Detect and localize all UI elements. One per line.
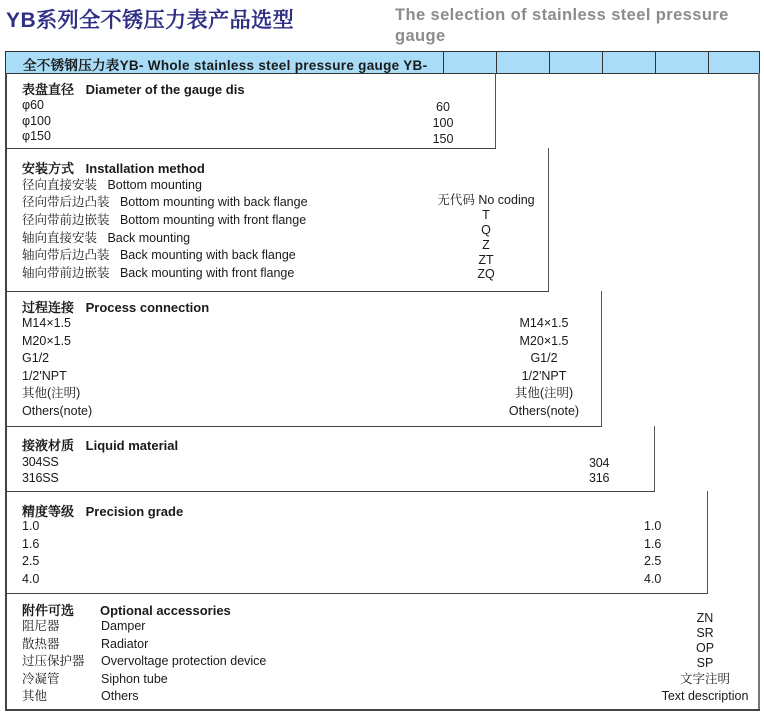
header-column-5 bbox=[655, 52, 656, 73]
option-cn: 轴向直接安装 bbox=[22, 231, 98, 245]
header-column-1 bbox=[443, 52, 444, 73]
installation-code: Q bbox=[481, 223, 491, 237]
title-cn: 安装方式 bbox=[22, 161, 75, 176]
option-cn: 阻尼器 bbox=[22, 619, 60, 633]
option-en: Back mounting bbox=[107, 231, 191, 245]
option-en: Siphon tube bbox=[101, 672, 168, 686]
option-cn: 冷凝管 bbox=[22, 672, 60, 686]
accessory-option bbox=[22, 688, 139, 704]
accessory-option bbox=[22, 636, 148, 652]
installation-code: 无代码 No coding bbox=[437, 193, 535, 207]
page-title-cn: YB系列全不锈压力表产品选型 bbox=[6, 9, 295, 32]
liquid-code: 304 bbox=[589, 456, 610, 470]
section-installation bbox=[5, 148, 549, 292]
section-process-title bbox=[22, 297, 209, 316]
process-option: 1/2'NPT bbox=[22, 369, 67, 383]
page-title-en: The selection of stainless steel pressure gauge bbox=[395, 6, 729, 45]
process-code: 1/2'NPT bbox=[521, 369, 567, 383]
section-precision-title bbox=[22, 501, 183, 520]
title-cn: 附件可选 bbox=[22, 603, 75, 618]
title-en: Installation method bbox=[85, 161, 205, 176]
installation-code: T bbox=[482, 208, 490, 222]
section-process-connection bbox=[5, 291, 602, 427]
diameter-option: φ100 bbox=[22, 114, 51, 128]
precision-option: 1.6 bbox=[22, 537, 40, 551]
precision-option: 2.5 bbox=[22, 554, 40, 568]
section-diameter-title bbox=[22, 79, 245, 98]
accessory-code: OP bbox=[695, 641, 715, 655]
process-option: 其他(注明) bbox=[22, 386, 81, 400]
section-liquid-title bbox=[22, 435, 178, 454]
header-column-6 bbox=[708, 52, 709, 73]
section-optional-accessories bbox=[5, 593, 760, 711]
installation-option bbox=[22, 230, 190, 246]
accessory-option bbox=[22, 618, 145, 634]
precision-code: 4.0 bbox=[644, 572, 662, 586]
installation-option bbox=[22, 212, 306, 228]
header-label: 全不锈钢压力表YB- Whole stainless steel pressure gauge YB- bbox=[23, 58, 428, 73]
process-code: M14×1.5 bbox=[519, 316, 569, 330]
section-installation-title bbox=[22, 158, 205, 177]
accessory-code: 文字注明 bbox=[679, 672, 730, 686]
header-column-2 bbox=[496, 52, 497, 73]
header-column-4 bbox=[602, 52, 603, 73]
option-en: Back mounting with front flange bbox=[119, 266, 295, 280]
installation-code: ZT bbox=[478, 253, 494, 267]
title-cn: 接液材质 bbox=[22, 438, 75, 453]
option-cn: 轴向带前边嵌装 bbox=[22, 266, 110, 280]
accessory-code: ZN bbox=[696, 611, 714, 625]
installation-option bbox=[22, 265, 294, 281]
option-en: Damper bbox=[101, 619, 146, 633]
precision-option: 4.0 bbox=[22, 572, 40, 586]
process-code: 其他(注明) bbox=[514, 386, 574, 400]
installation-option bbox=[22, 247, 296, 263]
option-en: Bottom mounting bbox=[107, 178, 202, 192]
option-en: Back mounting with back flange bbox=[119, 248, 296, 262]
diameter-code: 100 bbox=[432, 116, 454, 130]
title-en: Precision grade bbox=[85, 504, 184, 519]
title-en: Liquid material bbox=[85, 438, 179, 453]
section-precision-grade bbox=[5, 491, 708, 594]
precision-option: 1.0 bbox=[22, 519, 40, 533]
option-cn: 轴向带后边凸装 bbox=[22, 248, 110, 262]
process-option: G1/2 bbox=[22, 351, 50, 365]
option-en: Overvoltage protection device bbox=[101, 654, 267, 668]
diameter-option: φ60 bbox=[22, 98, 45, 112]
option-en: Radiator bbox=[101, 637, 149, 651]
title-en: Diameter of the gauge dis bbox=[85, 82, 245, 97]
option-cn: 其他 bbox=[22, 689, 48, 703]
process-code: G1/2 bbox=[530, 351, 558, 365]
accessory-option bbox=[22, 653, 266, 669]
accessory-code: Text description bbox=[661, 689, 749, 703]
accessory-option bbox=[22, 671, 168, 687]
title-cn: 过程连接 bbox=[22, 300, 75, 315]
option-en: Others bbox=[101, 689, 139, 703]
table-bottom-border bbox=[5, 709, 760, 711]
option-cn: 散热器 bbox=[22, 637, 60, 651]
process-code: Others(note) bbox=[508, 404, 580, 418]
installation-option bbox=[22, 194, 308, 210]
diameter-option: φ150 bbox=[22, 129, 51, 143]
precision-code: 1.0 bbox=[644, 519, 662, 533]
option-cn: 径向带后边凸装 bbox=[22, 195, 110, 209]
title-en: Optional accessories bbox=[100, 603, 231, 618]
diameter-code: 60 bbox=[436, 100, 450, 114]
liquid-option: 304SS bbox=[22, 455, 59, 469]
precision-code: 2.5 bbox=[644, 554, 662, 568]
liquid-code: 316 bbox=[589, 471, 610, 485]
option-cn: 径向带前边嵌装 bbox=[22, 213, 110, 227]
option-en: Bottom mounting with back flange bbox=[119, 195, 308, 209]
installation-code: Z bbox=[482, 238, 490, 252]
title-en: Process connection bbox=[85, 300, 210, 315]
process-option: M20×1.5 bbox=[22, 334, 71, 348]
accessory-code: SP bbox=[696, 656, 714, 670]
precision-code: 1.6 bbox=[644, 537, 662, 551]
title-cn: 精度等级 bbox=[22, 504, 75, 519]
section-diameter bbox=[5, 73, 496, 149]
option-en: Bottom mounting with front flange bbox=[119, 213, 307, 227]
liquid-option: 316SS bbox=[22, 471, 59, 485]
accessory-code: SR bbox=[696, 626, 714, 640]
section-liquid-material bbox=[5, 426, 655, 492]
installation-option bbox=[22, 177, 202, 193]
option-cn: 过压保护器 bbox=[22, 654, 85, 668]
process-option: Others(note) bbox=[22, 404, 93, 418]
selection-header-row bbox=[5, 51, 760, 74]
title-cn: 表盘直径 bbox=[22, 82, 75, 97]
process-option: M14×1.5 bbox=[22, 316, 71, 330]
header-column-3 bbox=[549, 52, 550, 73]
process-code: M20×1.5 bbox=[519, 334, 569, 348]
diameter-code: 150 bbox=[432, 132, 454, 146]
section-accessories-title bbox=[22, 600, 231, 619]
option-cn: 径向直接安装 bbox=[22, 178, 98, 192]
installation-code: ZQ bbox=[477, 267, 495, 281]
